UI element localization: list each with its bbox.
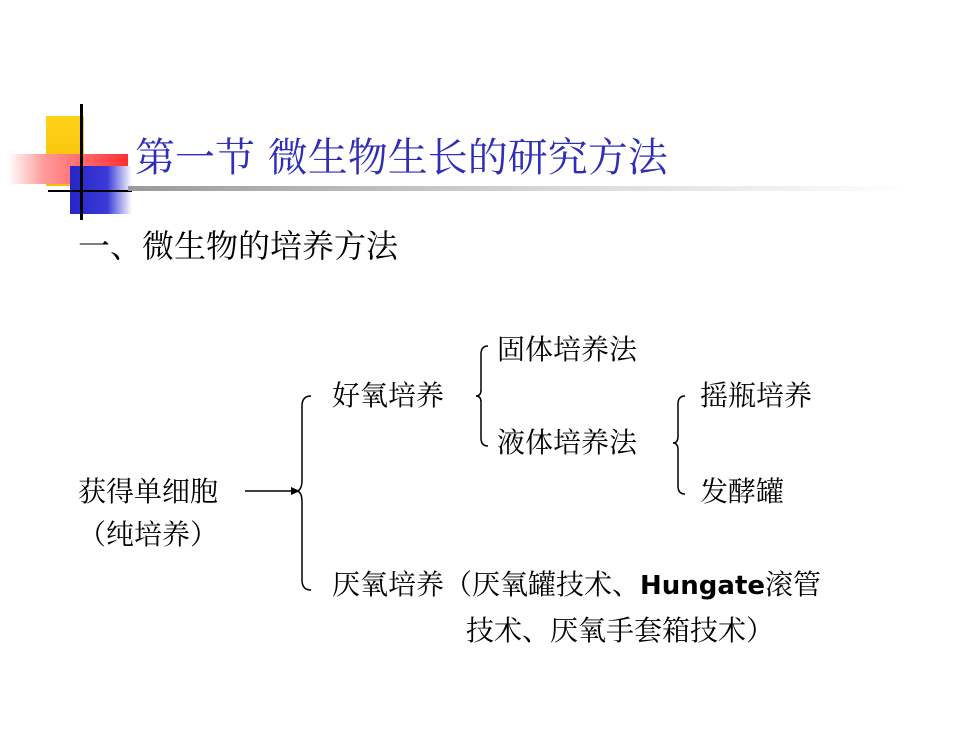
main-brace	[296, 396, 311, 590]
fermenter-node: 发酵罐	[700, 475, 785, 508]
anaerobic-suffix: 滚管	[765, 568, 822, 601]
liquid-brace	[673, 396, 685, 494]
root-arrow	[245, 487, 300, 495]
anaerobic-node	[332, 568, 822, 601]
aerobic-brace	[476, 346, 488, 446]
shake-flask-node: 摇瓶培养	[700, 379, 813, 412]
anaerobic-prefix: 厌氧培养（厌氧罐技术、	[332, 568, 641, 601]
anaerobic-node-line2: 技术、厌氧手套箱技术）	[466, 614, 775, 647]
hungate-label: Hungate	[640, 571, 766, 601]
root-note: （纯培养）	[78, 518, 219, 551]
root-node: 获得单细胞	[78, 475, 219, 508]
aerobic-node: 好氧培养	[332, 379, 445, 412]
liquid-culture-node: 液体培养法	[497, 426, 638, 459]
solid-culture-node: 固体培养法	[497, 333, 638, 366]
page-title: 第一节 微生物生长的研究方法	[135, 135, 668, 181]
section-heading: 一、微生物的培养方法	[78, 227, 399, 265]
